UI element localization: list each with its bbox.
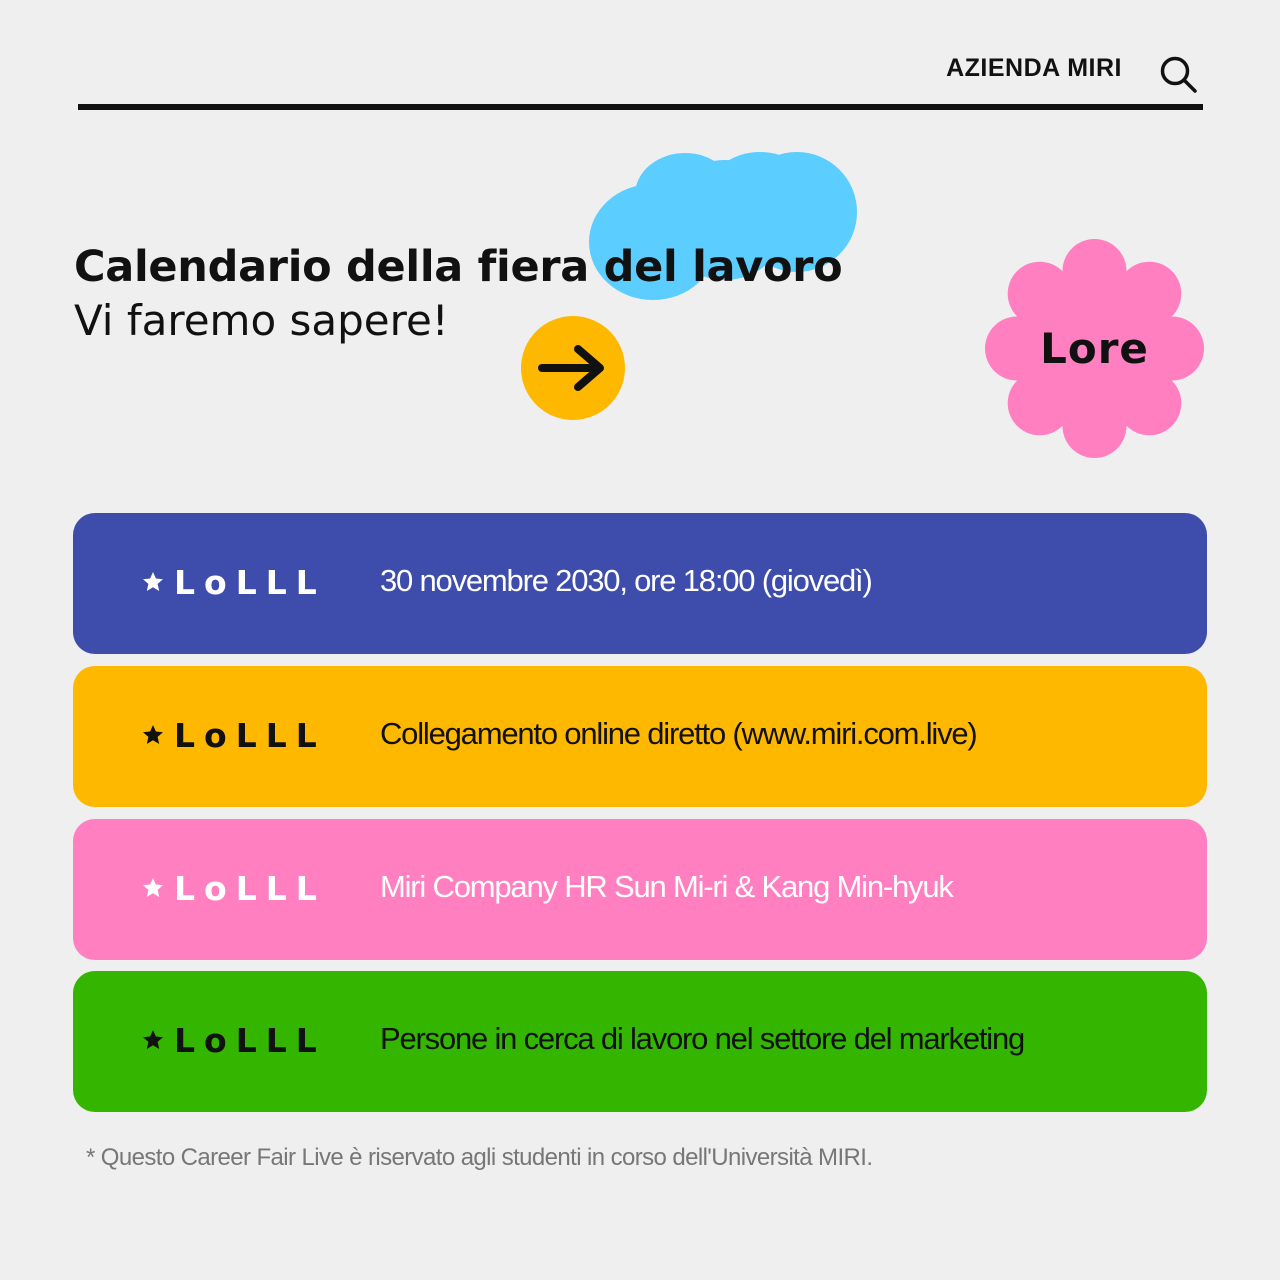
page-title: Calendario della fiera del lavoro: [74, 242, 843, 292]
star-icon: [142, 1029, 164, 1051]
row-text: Miri Company HR Sun Mi-ri & Kang Min-hyuk: [380, 869, 953, 904]
page-subtitle: Vi faremo sapere!: [74, 296, 449, 345]
info-row-date: [73, 513, 1207, 654]
search-icon[interactable]: [1158, 54, 1198, 94]
star-icon: [142, 724, 164, 746]
badge-label: Lore: [1040, 324, 1149, 373]
row-text: Collegamento online diretto (www.miri.com.live): [380, 716, 977, 751]
brand-name[interactable]: AZIENDA MIRI: [946, 54, 1122, 82]
row-tag: LoLLL: [174, 1021, 326, 1060]
arrow-right-icon: [538, 343, 608, 393]
row-tag: LoLLL: [174, 716, 326, 755]
row-text: Persone in cerca di lavoro nel settore del marketing: [380, 1021, 1025, 1056]
row-text: 30 novembre 2030, ore 18:00 (giovedì): [380, 563, 872, 598]
info-row-link: [73, 666, 1207, 807]
row-tag: LoLLL: [174, 563, 326, 602]
footnote: * Questo Career Fair Live è riservato agli studenti in corso dell'Università MIRI.: [86, 1144, 873, 1171]
info-row-speakers: [73, 819, 1207, 960]
row-tag: LoLLL: [174, 869, 326, 908]
star-icon: [142, 571, 164, 593]
info-row-audience: [73, 971, 1207, 1112]
star-icon: [142, 877, 164, 899]
arrow-button[interactable]: [521, 316, 625, 420]
header-divider: [78, 104, 1203, 110]
